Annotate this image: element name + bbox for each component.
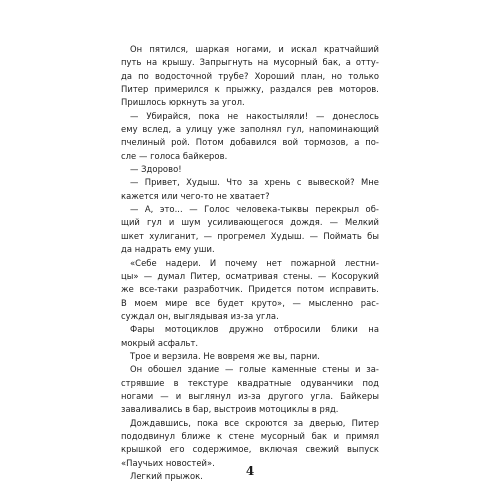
text-line: пчелиный рой. Потом добавился вой тормозов, а по- [121, 137, 379, 148]
text-line: — Привет, Худыш. Что за хрень с вывеской? Мне [130, 177, 379, 188]
text-line: Дождавшись, пока все скроются за дверью, Питер [130, 417, 379, 428]
text-line: — Здорово! [130, 164, 182, 175]
text-line: — Убирайся, пока не накостыляли! — донеслось [130, 110, 379, 121]
text-line: щий гул и шум усиливающегося дождя. — Мелкий [121, 217, 379, 228]
text-line: суждал он, выглядывая из-за угла. [121, 310, 279, 321]
text-line: же все-таки разработчик. Придется потом исправить. [121, 284, 379, 295]
text-line: — А, это... — Голос человека-тыквы перекрыл об- [130, 204, 379, 215]
text-line: ему вслед, а улицу уже заполнял гул, напоминающий [121, 124, 379, 135]
text-line: кажется или чего-то не хватает? [121, 190, 270, 201]
text-line: мокрый асфальт. [121, 337, 199, 348]
page-number: 4 [245, 464, 255, 478]
text-line: да надрать ему уши. [121, 244, 215, 255]
text-line: цы» — думал Питер, осматривая стены. — Косорукий [121, 270, 379, 281]
text-line: Трое и верзила. Не вовремя же вы, парни. [130, 350, 320, 361]
text-line: Он обошел здание — голые каменные стены и за- [130, 364, 379, 375]
text-line: сле — голоса байкеров. [121, 150, 228, 161]
text-line: Питер примерился к прыжку, раздался рев моторов. [121, 84, 379, 95]
text-line: шкет хулиганит, — прогремел Худыш. — Поймать бы [121, 230, 379, 241]
text-line: да по водосточной трубе? Хороший план, но только [121, 70, 379, 81]
text-line: крышкой его содержимое, включая свежий выпуск [121, 444, 379, 455]
text-line: путь на крышу. Запрыгнуть на мусорный бак, а отту- [121, 57, 379, 68]
text-line: заваливались в бар, выстроив мотоциклы в ряд. [121, 404, 339, 415]
text-line: пододвинул ближе к стене мусорный бак и примял [121, 430, 379, 441]
text-line: Фары мотоциклов дружно отбросили блики на [130, 324, 379, 335]
text-line: Легкий прыжок. [130, 471, 203, 481]
text-line: Он пятился, шаркая ногами, и искал кратчайший [130, 44, 379, 54]
text-line: В моем мире все будет круто», — мысленно рас- [121, 297, 379, 308]
text-line: «Паучьих новостей». [121, 457, 215, 468]
text-line: стрявшие в текстуре квадратные одуванчики под [121, 377, 379, 388]
text-line: ногами — и выглянул из-за другого угла. Байкеры [121, 390, 379, 401]
text-line: Пришлось юркнуть за угол. [121, 97, 245, 108]
text-line: «Себе надери. И почему нет пожарной лестни- [130, 257, 379, 268]
body-text [121, 43, 379, 483]
